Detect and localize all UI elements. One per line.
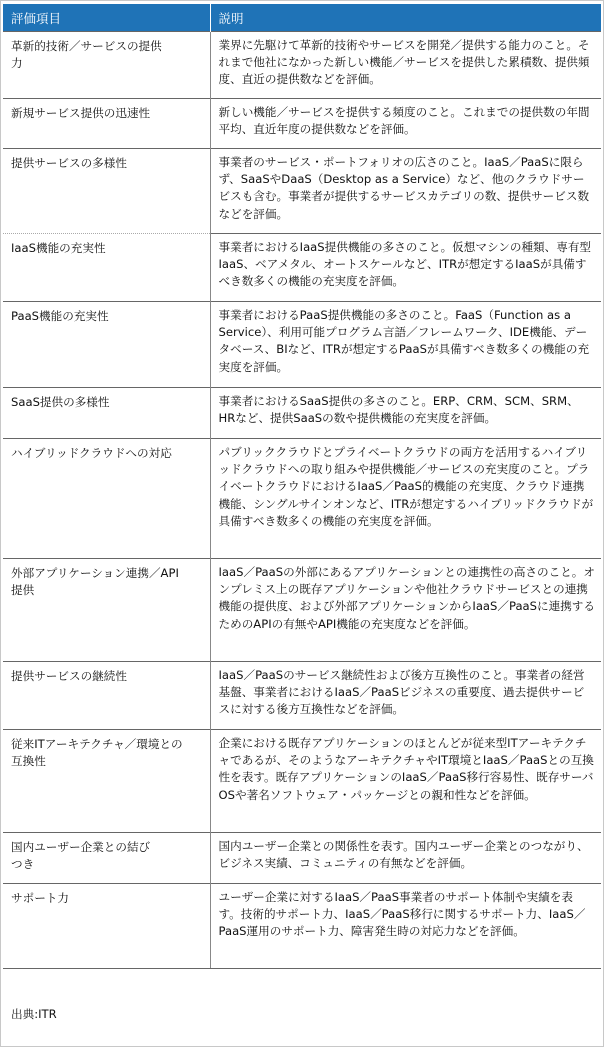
- row-item: 提供サービスの継続性: [3, 662, 210, 730]
- table-row: [3, 439, 601, 559]
- row-description: 事業者におけるPaaS提供機能の多さのこと。FaaS（Function as a Service）、利用可能プログラム言語／フレームワーク、IDE機能、データベース、BIなど、ITRが想定するPaaSが具備すべき数多くの機能の充実度を評価。: [210, 302, 601, 388]
- table-row: [3, 833, 601, 884]
- row-description: ユーザー企業に対するIaaS／PaaS事業者のサポート体制や実績を表す。技術的サポート力、IaaS／PaaS移行に関するサポート力、IaaS／PaaS運用のサポート力、障害発生時の対応力などを評価。: [210, 884, 601, 969]
- header-item: 評価項目: [3, 4, 210, 32]
- source-note: 出典:ITR: [11, 1007, 57, 1021]
- table-row: [3, 388, 601, 439]
- row-item: 国内ユーザー企業との結びつき: [3, 833, 210, 884]
- row-description: 事業者におけるIaaS提供機能の多さのこと。仮想マシンの種類、専有型IaaS、ベアメタル、オートスケールなど、ITRが想定するIaaSが具備すべき数多くの機能の充実度を評価。: [210, 234, 601, 302]
- row-item: PaaS機能の充実性: [3, 302, 210, 388]
- row-description: パブリッククラウドとプライベートクラウドの両方を活用するハイブリッドクラウドへの取り組みや提供機能／サービスの充実度のこと。プライベートクラウドにおけるIaaS／PaaS的機能の充実度、クラウド連携機能、シングルサインオンなど、ITRが想定するハイブリッドクラウドが具備すべき数多くの機能の充実度を評価。: [210, 439, 601, 559]
- row-item: IaaS機能の充実性: [3, 234, 210, 302]
- table-row: [3, 884, 601, 969]
- table-row: [3, 662, 601, 730]
- table-row: [3, 32, 601, 99]
- row-description: 事業者のサービス・ポートフォリオの広さのこと。IaaS／PaaSに限らず、SaaSやDaaS（Desktop as a Service）など、他のクラウドサービスも含む。事業者が提供するサービスカテゴリの数、提供サービス数などを評価。: [210, 149, 601, 234]
- row-item: 革新的技術／サービスの提供力: [3, 32, 210, 99]
- table-header-row: [3, 4, 601, 32]
- table-row: [3, 99, 601, 149]
- row-item: 新規サービス提供の迅速性: [3, 99, 210, 149]
- row-description: IaaS／PaaSの外部にあるアプリケーションとの連携性の高さのこと。オンプレミス上の既存アプリケーションや他社クラウドサービスとの連携機能の提供度、および外部アプリケーションからIaaS／PaaSに連携するためのAPIの有無やAPI機能の充実度などを評価。: [210, 559, 601, 662]
- table-row: [3, 234, 601, 302]
- row-description: 事業者におけるSaaS提供の多さのこと。ERP、CRM、SCM、SRM、HRなど、提供SaaSの数や提供機能の充実度を評価。: [210, 388, 601, 439]
- header-description: 説明: [210, 4, 601, 32]
- row-description: 業界に先駆けて革新的技術やサービスを開発／提供する能力のこと。それまで他社になかった新しい機能／サービスを提供した累積数、提供頻度、直近の提供数などを評価。: [210, 32, 601, 99]
- row-item: 従来ITアーキテクチャ／環境との互換性: [3, 730, 210, 833]
- table-row: [3, 149, 601, 234]
- evaluation-table: [3, 4, 601, 969]
- row-description: IaaS／PaaSのサービス継続性および後方互換性のこと。事業者の経営基盤、事業者におけるIaaS／PaaSビジネスの重要度、過去提供サービスに対する後方互換性などを評価。: [210, 662, 601, 730]
- table-row: [3, 302, 601, 388]
- row-description: 国内ユーザー企業との関係性を表す。国内ユーザー企業とのつながり、ビジネス実績、コミュニティの有無などを評価。: [210, 833, 601, 884]
- row-item: 提供サービスの多様性: [3, 149, 210, 234]
- table-row: [3, 730, 601, 833]
- row-item: SaaS提供の多様性: [3, 388, 210, 439]
- row-item: サポート力: [3, 884, 210, 969]
- row-item: ハイブリッドクラウドへの対応: [3, 439, 210, 559]
- row-item: 外部アプリケーション連携／API提供: [3, 559, 210, 662]
- table-row: [3, 559, 601, 662]
- row-description: 企業における既存アプリケーションのほとんどが従来型ITアーキテクチャであるが、そのようなアーキテクチャやIT環境とIaaS／PaaSとの互換性を表す。既存アプリケーションのIaaS／PaaS移行容易性、既存サーバOSや著名ソフトウェア・パッケージとの親和性などを評価。: [210, 730, 601, 833]
- row-description: 新しい機能／サービスを提供する頻度のこと。これまでの提供数の年間平均、直近年度の提供数などを評価。: [210, 99, 601, 149]
